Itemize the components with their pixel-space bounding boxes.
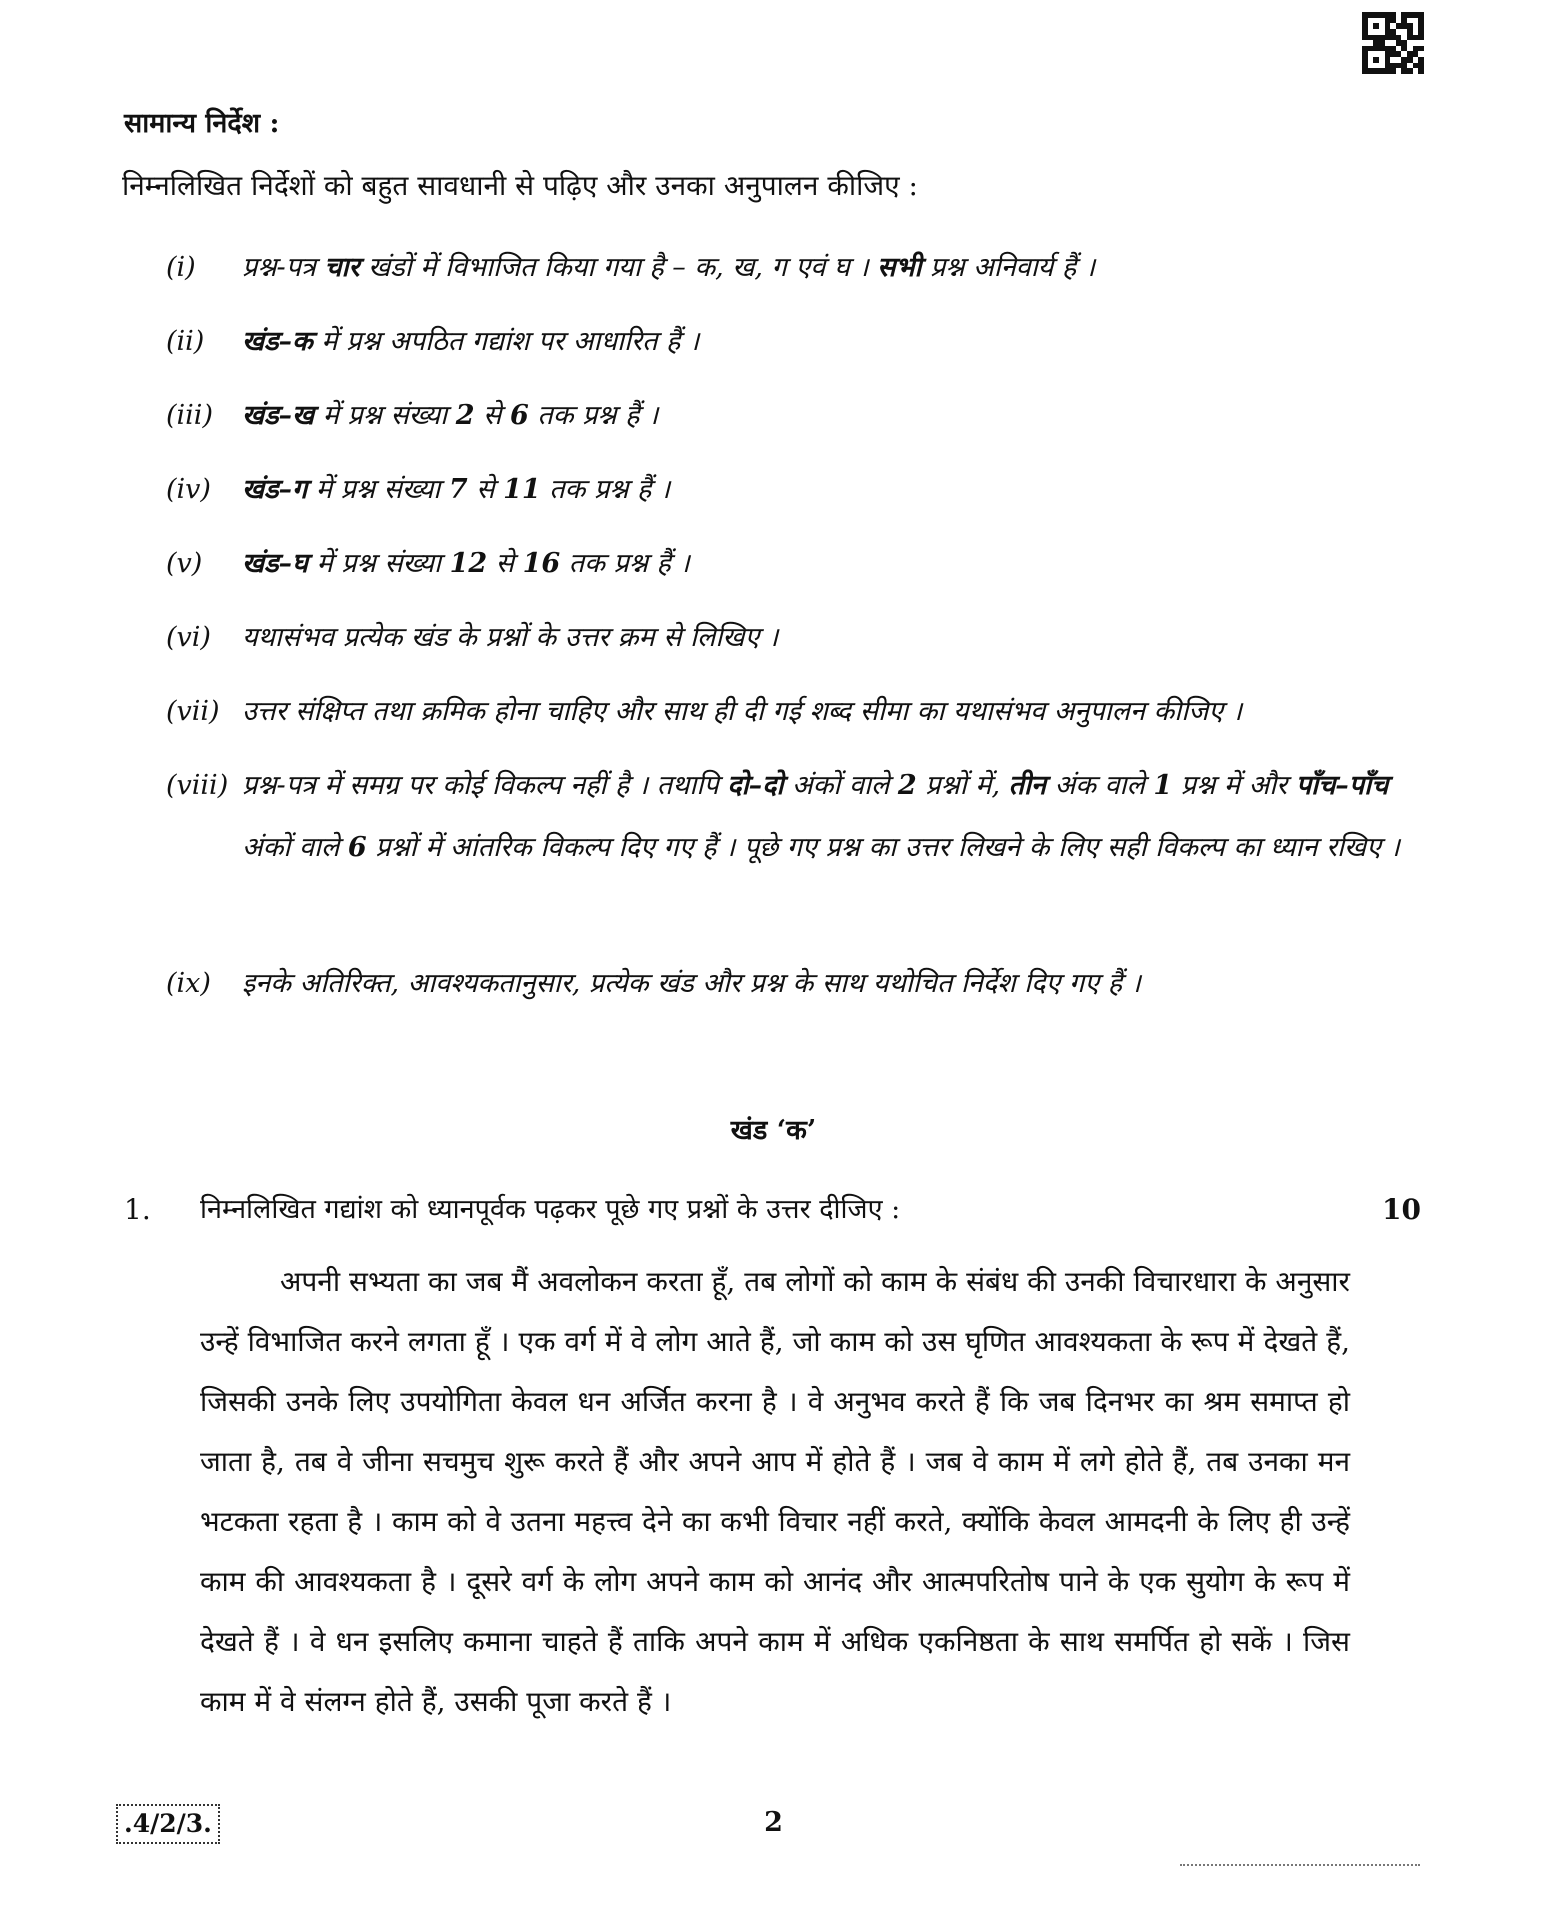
instruction-number: (v) bbox=[166, 548, 203, 579]
instruction-number: (iii) bbox=[166, 400, 213, 431]
instruction-text: खंड–क में प्रश्न अपठित गद्यांश पर आधारित हैं । bbox=[242, 326, 700, 357]
instruction-text: प्रश्न-पत्र चार खंडों में विभाजित किया गया है – क, ख, ग एवं घ । सभी प्रश्न अनिवार्य हैं । bbox=[242, 252, 1096, 283]
instruction-text: खंड–ग में प्रश्न संख्या 7 से 11 तक प्रश्न हैं । bbox=[242, 474, 671, 505]
footer-rule bbox=[1180, 1864, 1420, 1866]
instruction-number: (vii) bbox=[166, 696, 220, 727]
instruction-number: (viii) bbox=[166, 770, 229, 801]
instruction-number: (iv) bbox=[166, 474, 211, 505]
page-number: 2 bbox=[764, 1807, 783, 1838]
instruction-text: खंड–घ में प्रश्न संख्या 12 से 16 तक प्रश्न हैं । bbox=[242, 548, 690, 579]
instruction-number: (ii) bbox=[166, 326, 205, 357]
question-marks: 10 bbox=[1382, 1193, 1421, 1226]
question-text: निम्नलिखित गद्यांश को ध्यानपूर्वक पढ़कर पूछे गए प्रश्नों के उत्तर दीजिए : bbox=[200, 1194, 901, 1225]
instruction-number: (vi) bbox=[166, 622, 211, 653]
general-instructions-title: सामान्य निर्देश : bbox=[124, 108, 280, 139]
instruction-text: यथासंभव प्रत्येक खंड के प्रश्नों के उत्तर क्रम से लिखिए । bbox=[242, 622, 779, 653]
section-title: खंड ‘क’ bbox=[730, 1115, 817, 1146]
instruction-number: (i) bbox=[166, 252, 196, 283]
instruction-text: इनके अतिरिक्त, आवश्यकतानुसार, प्रत्येक खंड और प्रश्न के साथ यथोचित निर्देश दिए गए हैं । bbox=[242, 968, 1141, 999]
instruction-text: प्रश्न-पत्र में समग्र पर कोई विकल्प नहीं है । तथापि दो–दो अंकों वाले 2 प्रश्नों में, तीन अंक वाले 1 प्रश्न में और पाँच–पाँच अंकों वाले 6 प्रश्नों में आंतरिक विकल्प दिए गए हैं । पूछे गए प्रश्न का उत्तर लिखने के लिए सही विकल्प का ध्यान रखिए । bbox=[242, 770, 1400, 863]
instruction-number: (ix) bbox=[166, 968, 211, 999]
instruction-text: खंड–ख में प्रश्न संख्या 2 से 6 तक प्रश्न हैं । bbox=[242, 400, 659, 431]
question-number: 1. bbox=[124, 1193, 151, 1226]
qr-code-icon bbox=[1362, 12, 1424, 74]
comprehension-passage: अपनी सभ्यता का जब मैं अवलोकन करता हूँ, तब लोगों को काम के संबंध की उनकी विचारधारा के अनुसार उन्हें विभाजित करने लगता हूँ । एक वर्ग में वे लोग आते हैं, जो काम को उस घृणित आवश्यकता के रूप में देखते हैं, जिसकी उनके लिए उपयोगिता केवल धन अर्जित करना है । वे अनुभव करते हैं कि जब दिनभर का श्रम समाप्त हो जाता है, तब वे जीना सचमुच शुरू करते हैं और अपने आप में होते हैं । जब वे काम में लगे होते हैं, तब उनका मन भटकता रहता है । काम को वे उतना महत्त्व देने का कभी विचार नहीं करते, क्योंकि केवल आमदनी के लिए ही उन्हें काम की आवश्यकता है । दूसरे वर्ग के लोग अपने काम को आनंद और आत्मपरितोष पाने के एक सुयोग के रूप में देखते हैं । वे धन इसलिए कमाना चाहते हैं ताकि अपने काम में अधिक एकनिष्ठता के साथ समर्पित हो सकें । जिस काम में वे संलग्न होते हैं, उसकी पूजा करते हैं । bbox=[200, 1265, 1350, 1718]
instruction-text: उत्तर संक्षिप्त तथा क्रमिक होना चाहिए और साथ ही दी गई शब्द सीमा का यथासंभव अनुपालन कीजिए । bbox=[242, 696, 1243, 727]
paper-code: .4/2/3. bbox=[116, 1804, 220, 1844]
instructions-intro: निम्नलिखित निर्देशों को बहुत सावधानी से पढ़िए और उनका अनुपालन कीजिए : bbox=[122, 169, 918, 202]
